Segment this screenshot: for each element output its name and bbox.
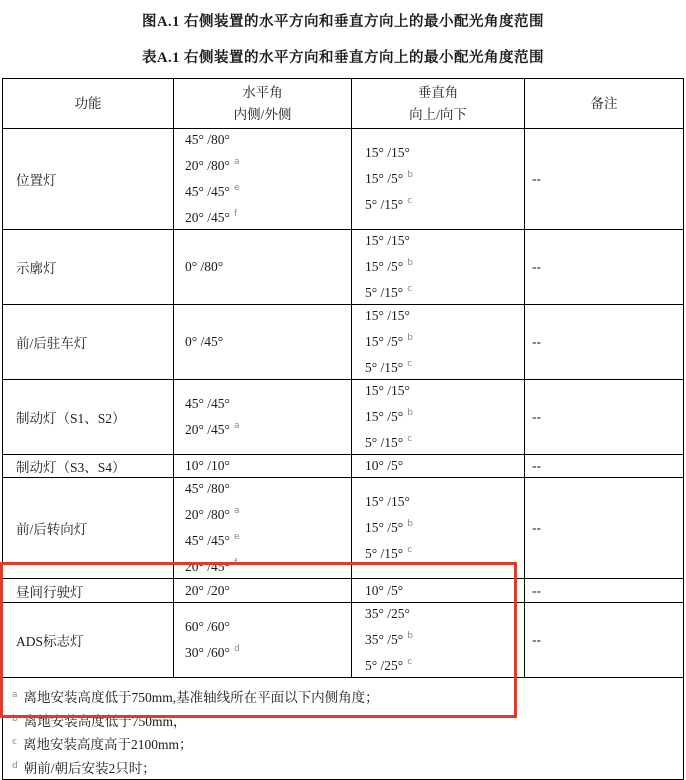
angle-value: 5° /15° $^c$: [365, 359, 413, 375]
angle-value: 0° /80°: [185, 259, 224, 274]
angle-value: 15° /5° $^b$: [365, 519, 413, 535]
remark-cell: --: [525, 230, 684, 305]
header-horizontal-subtitle: 内侧/外侧: [233, 106, 292, 122]
footnote-ref: c: [407, 359, 413, 369]
function-cell: 昼间行驶灯: [3, 579, 174, 603]
angle-value: 5° /15° $^c$: [365, 434, 413, 450]
table-title: 表A.1 右侧装置的水平方向和垂直方向上的最小配光角度范围: [142, 50, 544, 66]
angle-value: 15° /5° $^b$: [365, 333, 413, 349]
footnote-ref: c: [407, 434, 413, 444]
angle-value: 20° /80° $^a$: [185, 157, 240, 173]
horizontal-angles-cell: [174, 380, 352, 455]
angle-value: 45° /45° $^e$: [185, 532, 240, 548]
footnote-ref: b: [407, 333, 413, 343]
horizontal-angles-cell: [174, 579, 352, 603]
horizontal-angles-cell: [174, 478, 352, 579]
footnote-ref: c: [407, 196, 413, 206]
function-cell: 制动灯（S1、S2）: [3, 380, 174, 455]
footnote-line: $^a$ 离地安装高度低于750mm,基准轴线所在平面以下内侧角度；: [12, 690, 379, 705]
angle-value: 20° /20°: [185, 582, 230, 598]
remark-cell: --: [525, 478, 684, 579]
footnote-ref: d: [233, 644, 240, 654]
footnote-ref: c: [407, 657, 413, 667]
header-horizontal-angle: [174, 79, 352, 129]
figure-title: 图A.1 右侧装置的水平方向和垂直方向上的最小配光角度范围: [142, 14, 544, 30]
vertical-angles-cell: [352, 579, 525, 603]
vertical-angles-cell: [352, 478, 525, 579]
footnote-line: $^d$ 朝前/朝后安装2只时；: [12, 760, 156, 776]
angle-value: 5° /15° $^c$: [365, 545, 413, 561]
photometric-angle-table: [2, 78, 684, 780]
footnotes-cell: [3, 678, 684, 780]
footnote-ref: b: [407, 258, 413, 268]
remark-cell: --: [525, 380, 684, 455]
angle-value: 30° /60° $^d$: [185, 644, 240, 660]
angle-value: 10° /5°: [365, 582, 404, 598]
header-remarks: 备注: [525, 79, 684, 129]
footnote-ref: f: [233, 209, 238, 219]
footnote-line: $^c$ 离地安装高度高于2100mm；: [12, 737, 193, 752]
angle-value: 45° /80°: [185, 481, 230, 496]
table-row-ads-marker-lamp: [3, 603, 684, 678]
vertical-angles-cell: [352, 129, 525, 230]
table-header-row: [3, 79, 684, 129]
footnote-ref: a: [233, 506, 240, 516]
footnote-ref: a: [233, 157, 240, 167]
angle-value: 15° /15°: [365, 145, 410, 160]
angle-value: 15° /15°: [365, 383, 410, 398]
function-cell: ADS标志灯: [3, 603, 174, 678]
vertical-angles-cell: [352, 380, 525, 455]
footnote-marker: b: [12, 713, 18, 724]
angle-value: 35° /25°: [365, 606, 410, 621]
remark-cell: --: [525, 455, 684, 478]
angle-value: 5° /15° $^c$: [365, 196, 413, 212]
footnote-ref: b: [407, 631, 413, 641]
angle-value: 15° /15°: [365, 494, 410, 509]
angle-value: 20° /80° $^a$: [185, 506, 240, 522]
angle-value: 20° /45° $^a$: [185, 421, 240, 437]
header-vertical-title: 垂直角: [417, 84, 459, 100]
angle-value: 45° /45°: [185, 396, 230, 411]
header-function: 功能: [3, 79, 174, 129]
vertical-angles-cell: [352, 230, 525, 305]
footnotes-row: [3, 678, 684, 780]
angle-value: 15° /5° $^b$: [365, 258, 413, 274]
table-row: [3, 478, 684, 579]
angle-value: 20° /45° $^f$: [185, 209, 238, 225]
footnote-ref: b: [407, 170, 413, 180]
footnote-marker: c: [12, 737, 17, 747]
horizontal-angles-cell: [174, 603, 352, 678]
table-row: [3, 380, 684, 455]
angle-value: 5° /15° $^c$: [365, 284, 413, 300]
remark-cell: --: [525, 129, 684, 230]
footnote-ref: f: [233, 558, 238, 568]
footnote-line: $^b$ 离地安装高度低于750mm，: [12, 713, 187, 729]
angle-value: 15° /5° $^b$: [365, 170, 413, 186]
angle-value: 15° /15°: [365, 308, 410, 323]
remark-cell: --: [525, 603, 684, 678]
table-row: [3, 305, 684, 380]
header-vertical-angle: [352, 79, 525, 129]
header-vertical-subtitle: 向上/向下: [409, 106, 467, 122]
footnote-ref: c: [407, 545, 413, 555]
table-row: [3, 579, 684, 603]
function-cell: 制动灯（S3、S4）: [3, 455, 174, 478]
footnote-ref: e: [233, 532, 240, 542]
header-horizontal-title: 水平角: [242, 84, 283, 100]
footnote-marker: d: [12, 760, 18, 771]
angle-value: 35° /5° $^b$: [365, 631, 413, 647]
remark-cell: --: [525, 305, 684, 380]
horizontal-angles-cell: [174, 230, 352, 305]
remark-cell: --: [525, 579, 684, 603]
vertical-angles-cell: [352, 305, 525, 380]
footnote-ref: e: [233, 183, 240, 193]
footnote-ref: b: [407, 408, 413, 418]
footnote-ref: c: [407, 284, 413, 294]
angle-value: 60° /60°: [185, 619, 230, 634]
function-cell: 位置灯: [3, 129, 174, 230]
angle-value: 15° /5° $^b$: [365, 408, 413, 424]
footnote-ref: a: [233, 421, 240, 431]
angle-value: 10° /10°: [185, 458, 230, 473]
function-cell: 前/后转向灯: [3, 478, 174, 579]
vertical-angles-cell: [352, 455, 525, 478]
horizontal-angles-cell: [174, 305, 352, 380]
angle-value: 45° /80°: [185, 132, 230, 147]
angle-value: 10° /5°: [365, 458, 404, 473]
angle-value: 5° /25° $^c$: [365, 657, 413, 673]
table-row: [3, 129, 684, 230]
function-cell: 前/后驻车灯: [3, 305, 174, 380]
function-cell: 示廓灯: [3, 230, 174, 305]
angle-value: 45° /45° $^e$: [185, 183, 240, 199]
angle-value: 20° /45° $^f$: [185, 558, 238, 574]
table-row: [3, 230, 684, 305]
horizontal-angles-cell: [174, 129, 352, 230]
angle-value: 0° /45°: [185, 334, 224, 349]
horizontal-angles-cell: [174, 455, 352, 478]
vertical-angles-cell: [352, 603, 525, 678]
footnote-ref: b: [407, 519, 413, 529]
footnote-marker: a: [12, 690, 18, 700]
angle-value: 15° /15°: [365, 233, 410, 248]
table-row: [3, 455, 684, 478]
